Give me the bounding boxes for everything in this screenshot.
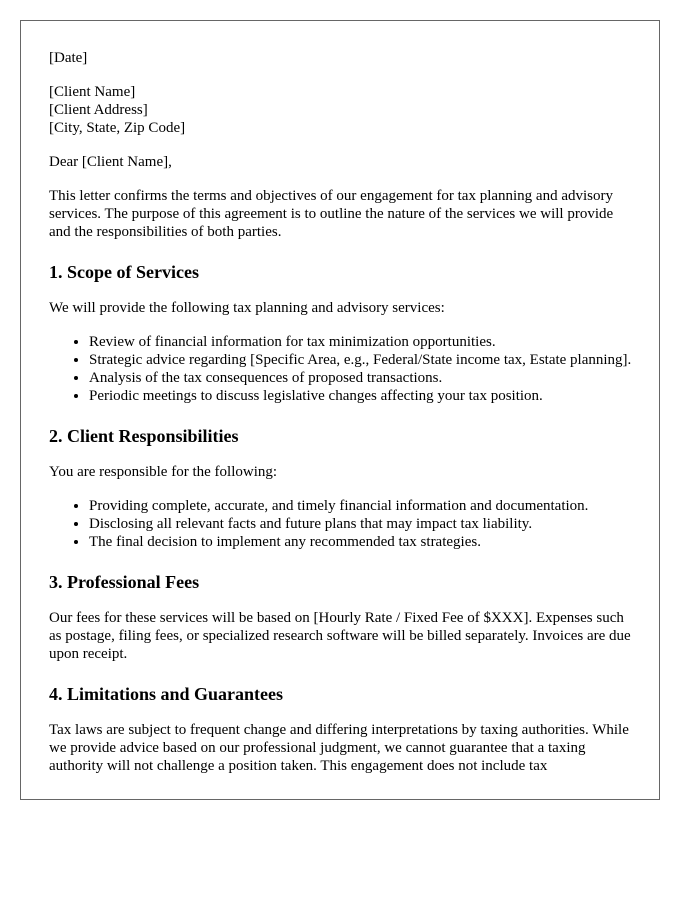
section-intro-responsibilities: You are responsible for the following: <box>49 464 278 480</box>
letter-content <box>49 49 634 795</box>
section-heading-fees: 3. Professional Fees <box>49 572 200 592</box>
section-heading-responsibilities: 2. Client Responsibilities <box>49 426 239 446</box>
client-city-state-zip: [City, State, Zip Code] <box>49 120 186 136</box>
intro-paragraph: This letter confirms the terms and objectives of our engagement for tax planning and advisory services. The purpose of this agreement is to outline the nature of the services we will provide and the responsibilities of both parties. <box>49 188 614 240</box>
list-item: • Strategic advice regarding [Specific Area, e.g., Federal/State income tax, Estate planning]. <box>89 351 634 369</box>
salutation: Dear [Client Name], <box>49 154 172 170</box>
section-intro-scope: We will provide the following tax planning and advisory services: <box>49 300 445 316</box>
list-item: • Periodic meetings to discuss legislative changes affecting your tax position. <box>89 387 634 405</box>
client-name: [Client Name] <box>49 84 136 100</box>
letter-page <box>20 20 660 800</box>
client-address: [Client Address] <box>49 102 148 118</box>
client-address-block <box>49 83 634 137</box>
section-body-fees: Our fees for these services will be based on [Hourly Rate / Fixed Fee of $XXX]. Expenses such as postage, filing fees, or specialized research software will be billed separately. Invoices are due upon receipt. <box>49 610 631 662</box>
list-item: • The final decision to implement any recommended tax strategies. <box>89 533 634 551</box>
scope-list <box>49 333 634 405</box>
list-item: • Analysis of the tax consequences of proposed transactions. <box>89 369 634 387</box>
list-item: • Review of financial information for tax minimization opportunities. <box>89 333 634 351</box>
section-heading-scope: 1. Scope of Services <box>49 262 199 282</box>
letter-date: [Date] <box>49 50 88 66</box>
responsibilities-list <box>49 497 634 551</box>
list-item: • Providing complete, accurate, and timely financial information and documentation. <box>89 497 634 515</box>
section-body-limitations: Tax laws are subject to frequent change and differing interpretations by taxing authorities. While we provide advice based on our professional judgment, we cannot guarantee that a taxing authority will not challenge a position taken. This engagement does not include tax <box>49 722 629 774</box>
list-item: • Disclosing all relevant facts and future plans that may impact tax liability. <box>89 515 634 533</box>
section-heading-limitations: 4. Limitations and Guarantees <box>49 684 284 704</box>
